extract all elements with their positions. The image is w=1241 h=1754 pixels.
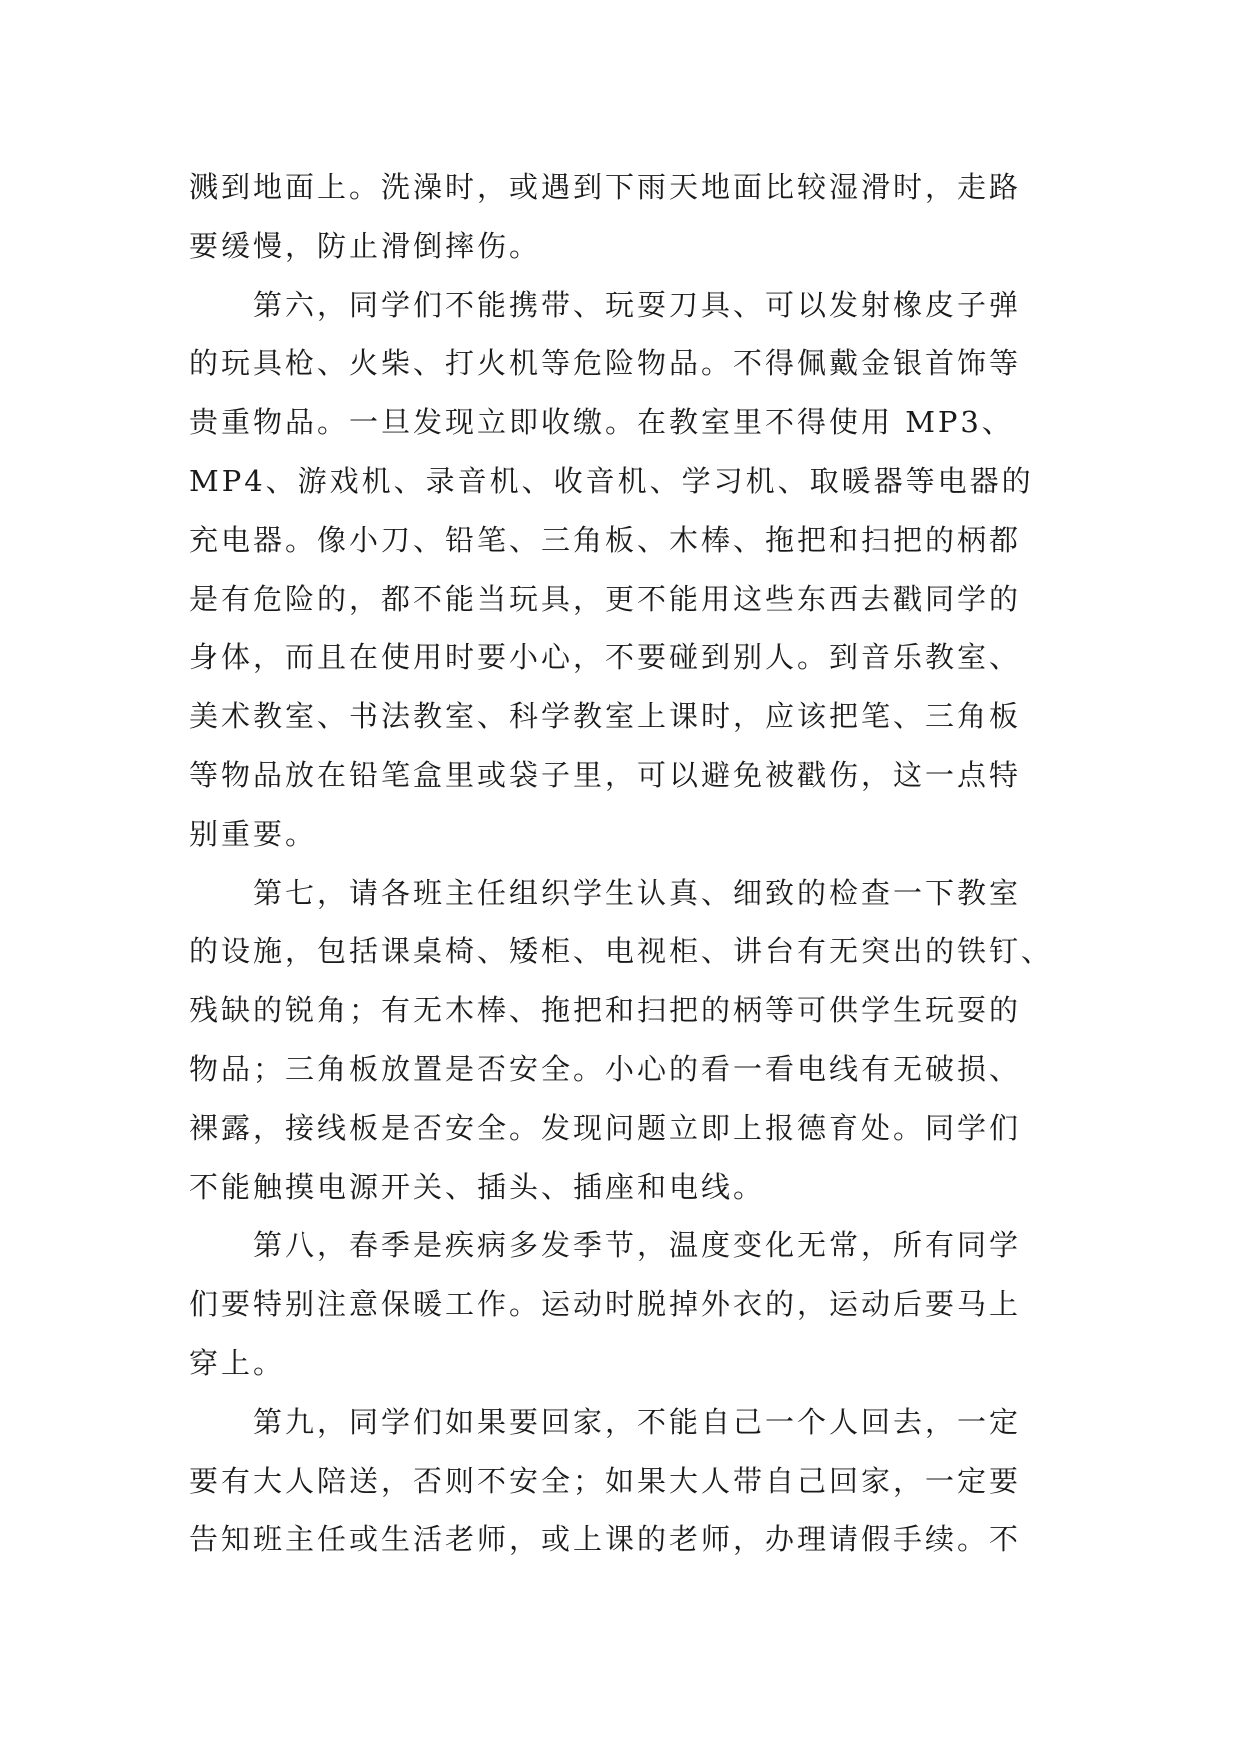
text-line: 物品；三角板放置是否安全。小心的看一看电线有无破损、 (189, 1051, 1022, 1086)
text-line: 要有大人陪送，否则不安全；如果大人带自己回家，一定要 (189, 1463, 1022, 1498)
body-text (189, 158, 1059, 1569)
text-line: 残缺的锐角；有无木棒、拖把和扫把的柄等可供学生玩耍的 (189, 993, 1022, 1028)
paragraph-start-line: 第七，请各班主任组织学生认真、细致的检查一下教室 (253, 875, 1022, 910)
text-line: MP4、游戏机、录音机、收音机、学习机、取暖器等电器的 (189, 463, 1034, 498)
text-line: 的玩具枪、火柴、打火机等危险物品。不得佩戴金银首饰等 (189, 346, 1022, 381)
text-line: 的设施，包括课桌椅、矮柜、电视柜、讲台有无突出的铁钉、 (189, 934, 1054, 969)
text-line: 别重要。 (189, 816, 318, 851)
text-line: 裸露，接线板是否安全。发现问题立即上报德育处。同学们 (189, 1110, 1022, 1145)
text-line: 美术教室、书法教室、科学教室上课时，应该把笔、三角板 (189, 699, 1022, 734)
text-line: 不能触摸电源开关、插头、插座和电线。 (189, 1169, 766, 1204)
text-line: 穿上。 (189, 1345, 286, 1380)
text-line: 是有危险的，都不能当玩具，更不能用这些东西去戳同学的 (189, 581, 1022, 616)
text-line: 溅到地面上。洗澡时，或遇到下雨天地面比较湿滑时，走路 (189, 170, 1022, 204)
text-line: 贵重物品。一旦发现立即收缴。在教室里不得使用 MP3、 (189, 405, 1014, 440)
text-line: 告知班主任或生活老师，或上课的老师，办理请假手续。不 (189, 1522, 1022, 1557)
paragraph-start-line: 第六，同学们不能携带、玩耍刀具、可以发射橡皮子弹 (253, 287, 1022, 322)
text-line: 身体，而且在使用时要小心，不要碰到别人。到音乐教室、 (189, 640, 1022, 675)
text-line: 等物品放在铅笔盒里或袋子里，可以避免被戳伤，这一点特 (189, 757, 1022, 792)
text-line: 要缓慢，防止滑倒摔伤。 (189, 228, 542, 263)
text-line: 充电器。像小刀、铅笔、三角板、木棒、拖把和扫把的柄都 (189, 522, 1022, 557)
paragraph-start-line: 第八，春季是疾病多发季节，温度变化无常，所有同学 (253, 1228, 1022, 1263)
text-line: 们要特别注意保暖工作。运动时脱掉外衣的，运动后要马上 (189, 1287, 1022, 1322)
paragraph-start-line: 第九，同学们如果要回家，不能自己一个人回去，一定 (253, 1404, 1022, 1439)
